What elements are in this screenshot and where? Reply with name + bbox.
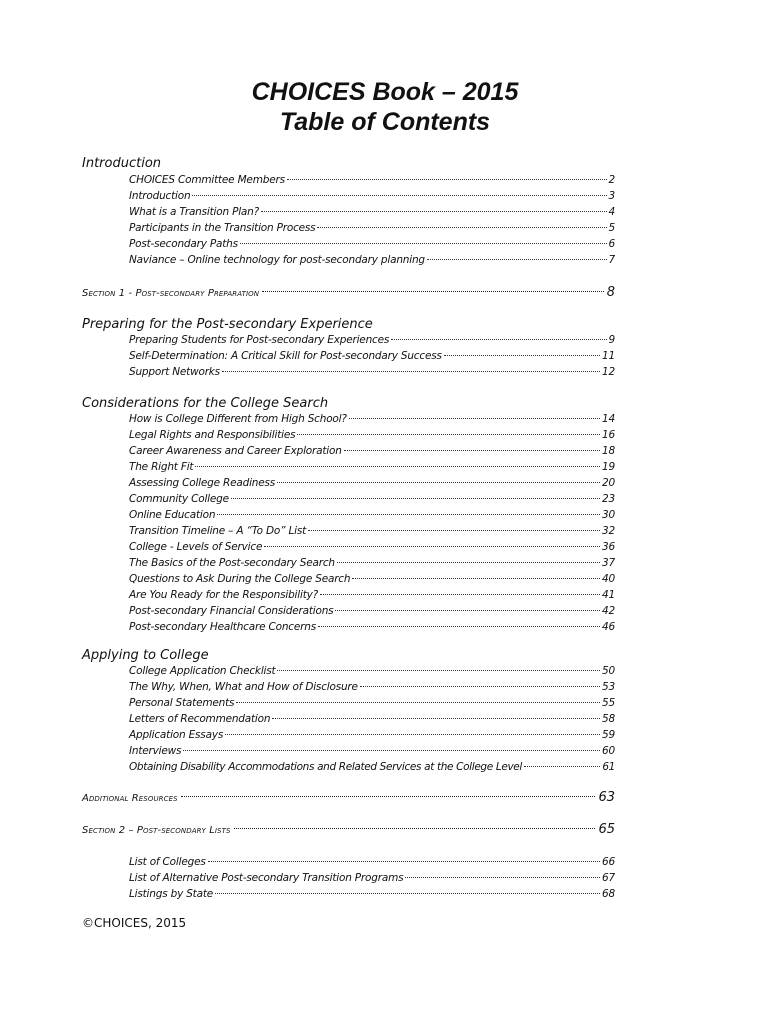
dot-leader xyxy=(222,371,600,372)
toc-entry-label: Questions to Ask During the College Search xyxy=(129,573,351,585)
toc-entry-page: 50 xyxy=(602,665,615,677)
toc-entry-page: 55 xyxy=(602,697,615,709)
toc-entry-label: Introduction xyxy=(129,190,191,202)
dot-leader xyxy=(320,594,600,595)
document-title: CHOICES Book – 2015 xyxy=(251,78,519,106)
toc-entry[interactable] xyxy=(129,728,615,743)
toc-entry[interactable] xyxy=(129,476,615,491)
toc-entry[interactable] xyxy=(129,492,615,507)
toc-entry[interactable] xyxy=(129,855,615,870)
toc-entry-page: 68 xyxy=(602,888,615,900)
toc-entry-label: College Application Checklist xyxy=(129,665,276,677)
toc-entry-label: CHOICES Committee Members xyxy=(129,174,285,186)
dot-leader xyxy=(335,610,600,611)
toc-entry-page: 42 xyxy=(602,605,615,617)
toc-entry[interactable] xyxy=(129,680,615,695)
toc-entry-label: Application Essays xyxy=(129,729,224,741)
toc-entry-page: 8 xyxy=(606,285,615,300)
toc-entry-label: Post-secondary Financial Considerations xyxy=(129,605,334,617)
toc-entry-page: 3 xyxy=(608,190,615,202)
toc-entry-page: 19 xyxy=(602,461,615,473)
toc-entry-page: 58 xyxy=(602,713,615,725)
toc-entry-label: Post-secondary Paths xyxy=(129,238,238,250)
toc-entry-page: 2 xyxy=(608,174,615,186)
toc-entry-page: 5 xyxy=(608,222,615,234)
toc-entry[interactable] xyxy=(129,237,615,252)
toc-entry-page: 6 xyxy=(608,238,615,250)
toc-entry-label: Additional Resources xyxy=(82,793,178,804)
toc-entry[interactable] xyxy=(129,760,615,775)
toc-entry-page: 46 xyxy=(602,621,615,633)
dot-leader xyxy=(391,339,606,340)
toc-entry[interactable] xyxy=(129,508,615,523)
heading-introduction: Introduction xyxy=(82,156,162,171)
document-subtitle: Table of Contents xyxy=(279,108,491,136)
toc-entry-label: College - Levels of Service xyxy=(129,541,263,553)
toc-entry-label: Listings by State xyxy=(129,888,214,900)
toc-entry-page: 23 xyxy=(602,493,615,505)
dot-leader xyxy=(225,734,600,735)
toc-entry-label: How is College Different from High School? xyxy=(129,413,347,425)
toc-entry-label: List of Colleges xyxy=(129,856,206,868)
toc-entry-page: 61 xyxy=(602,761,615,773)
dot-leader xyxy=(264,546,600,547)
toc-entry[interactable] xyxy=(129,696,615,711)
toc-entry-label: Legal Rights and Responsibilities xyxy=(129,429,296,441)
dot-leader xyxy=(262,291,604,292)
toc-entry-label: List of Alternative Post-secondary Transition Programs xyxy=(129,872,404,884)
toc-entry-label: Section 2 – Post-secondary Lists xyxy=(82,825,231,836)
dot-leader xyxy=(195,466,600,467)
toc-entry[interactable] xyxy=(129,744,615,759)
toc-entry-page: 40 xyxy=(602,573,615,585)
toc-entry-page: 4 xyxy=(608,206,615,218)
toc-entry-label: Preparing Students for Post-secondary Experiences xyxy=(129,334,390,346)
toc-entry-label: Career Awareness and Career Exploration xyxy=(129,445,342,457)
toc-entry-label: Are You Ready for the Responsibility? xyxy=(129,589,319,601)
toc-entry-page: 66 xyxy=(602,856,615,868)
toc-entry[interactable] xyxy=(129,556,615,571)
toc-entry[interactable] xyxy=(129,572,615,587)
dot-leader xyxy=(208,861,600,862)
dot-leader xyxy=(236,702,600,703)
toc-entry-label: Section 1 - Post-secondary Preparation xyxy=(82,288,260,299)
toc-entry-page: 59 xyxy=(602,729,615,741)
toc-entry[interactable] xyxy=(129,444,615,459)
toc-entry-page: 60 xyxy=(602,745,615,757)
dot-leader xyxy=(349,418,600,419)
toc-entry-label: The Why, When, What and How of Disclosure xyxy=(129,681,358,693)
toc-entry[interactable] xyxy=(129,460,615,475)
toc-entry[interactable] xyxy=(129,664,615,679)
dot-leader xyxy=(192,195,606,196)
toc-entry-page: 20 xyxy=(602,477,615,489)
toc-entry[interactable] xyxy=(129,428,615,443)
toc-entry-label: Self-Determination: A Critical Skill for Post-secondary Success xyxy=(129,350,442,362)
toc-entry-label: Post-secondary Healthcare Concerns xyxy=(129,621,316,633)
heading-considerations: Considerations for the College Search xyxy=(82,396,329,411)
dot-leader xyxy=(352,578,600,579)
toc-entry-label: Interviews xyxy=(129,745,182,757)
toc-entry[interactable] xyxy=(129,620,615,635)
toc-entry-label: Letters of Recommendation xyxy=(129,713,271,725)
toc-entry-label: Online Education xyxy=(129,509,216,521)
toc-entry-page: 9 xyxy=(608,334,615,346)
toc-entry-page: 63 xyxy=(598,790,615,805)
heading-applying: Applying to College xyxy=(82,648,209,663)
toc-entry[interactable] xyxy=(129,871,615,886)
toc-entry[interactable] xyxy=(129,524,615,539)
dot-leader xyxy=(444,355,600,356)
toc-entry-label: Personal Statements xyxy=(129,697,235,709)
toc-section-2[interactable] xyxy=(82,821,615,839)
dot-leader xyxy=(183,750,600,751)
toc-entry-label: Obtaining Disability Accommodations and Related Services at the College Level xyxy=(129,761,522,773)
dot-leader xyxy=(277,670,600,671)
toc-entry-page: 37 xyxy=(602,557,615,569)
toc-entry[interactable] xyxy=(129,887,615,902)
toc-entry-label: Assessing College Readiness xyxy=(129,477,276,489)
dot-leader xyxy=(524,766,600,767)
heading-preparing: Preparing for the Post-secondary Experience xyxy=(82,317,373,332)
toc-entry-label: The Basics of the Post-secondary Search xyxy=(129,557,335,569)
dot-leader xyxy=(427,259,607,260)
dot-leader xyxy=(360,686,600,687)
toc-section-1[interactable] xyxy=(82,284,615,302)
toc-entry[interactable] xyxy=(129,712,615,727)
toc-entry[interactable] xyxy=(129,333,615,348)
dot-leader xyxy=(215,893,600,894)
dot-leader xyxy=(217,514,600,515)
dot-leader xyxy=(317,227,606,228)
toc-entry[interactable] xyxy=(129,349,615,364)
toc-entry-label: Naviance – Online technology for post-secondary planning xyxy=(129,254,425,266)
dot-leader xyxy=(344,450,600,451)
toc-entry-label: Participants in the Transition Process xyxy=(129,222,316,234)
toc-entry-label: Community College xyxy=(129,493,229,505)
toc-entry[interactable] xyxy=(129,253,615,268)
toc-entry-page: 41 xyxy=(602,589,615,601)
toc-entry-page: 11 xyxy=(602,350,615,362)
toc-entry[interactable] xyxy=(129,221,615,236)
dot-leader xyxy=(231,498,600,499)
dot-leader xyxy=(181,796,596,797)
toc-entry[interactable] xyxy=(129,365,615,380)
dot-leader xyxy=(405,877,600,878)
toc-entry-page: 7 xyxy=(608,254,615,266)
toc-entry-label: Transition Timeline – A “To Do” List xyxy=(129,525,307,537)
dot-leader xyxy=(234,828,596,829)
toc-entry[interactable] xyxy=(129,604,615,619)
toc-entry-page: 32 xyxy=(602,525,615,537)
toc-entry[interactable] xyxy=(129,173,615,188)
toc-entry-page: 12 xyxy=(602,366,615,378)
dot-leader xyxy=(261,211,607,212)
toc-entry[interactable] xyxy=(129,588,615,603)
dot-leader xyxy=(318,626,600,627)
dot-leader xyxy=(297,434,600,435)
toc-entry-page: 16 xyxy=(602,429,615,441)
toc-entry[interactable] xyxy=(129,412,615,427)
toc-additional-resources[interactable] xyxy=(82,789,615,807)
dot-leader xyxy=(277,482,600,483)
toc-entry[interactable] xyxy=(129,540,615,555)
dot-leader xyxy=(337,562,600,563)
toc-entry-page: 18 xyxy=(602,445,615,457)
toc-entry-page: 65 xyxy=(598,822,615,837)
toc-entry-label: Support Networks xyxy=(129,366,220,378)
dot-leader xyxy=(240,243,607,244)
toc-entry-page: 67 xyxy=(602,872,615,884)
toc-entry-page: 36 xyxy=(602,541,615,553)
toc-entry-label: The Right Fit xyxy=(129,461,194,473)
toc-entry-page: 53 xyxy=(602,681,615,693)
copyright-footer: ©CHOICES, 2015 xyxy=(82,916,187,930)
toc-entry-page: 30 xyxy=(602,509,615,521)
toc-entry-page: 14 xyxy=(602,413,615,425)
toc-entry[interactable] xyxy=(129,205,615,220)
dot-leader xyxy=(287,179,607,180)
toc-entry-label: What is a Transition Plan? xyxy=(129,206,259,218)
dot-leader xyxy=(272,718,600,719)
toc-entry[interactable] xyxy=(129,189,615,204)
dot-leader xyxy=(308,530,600,531)
